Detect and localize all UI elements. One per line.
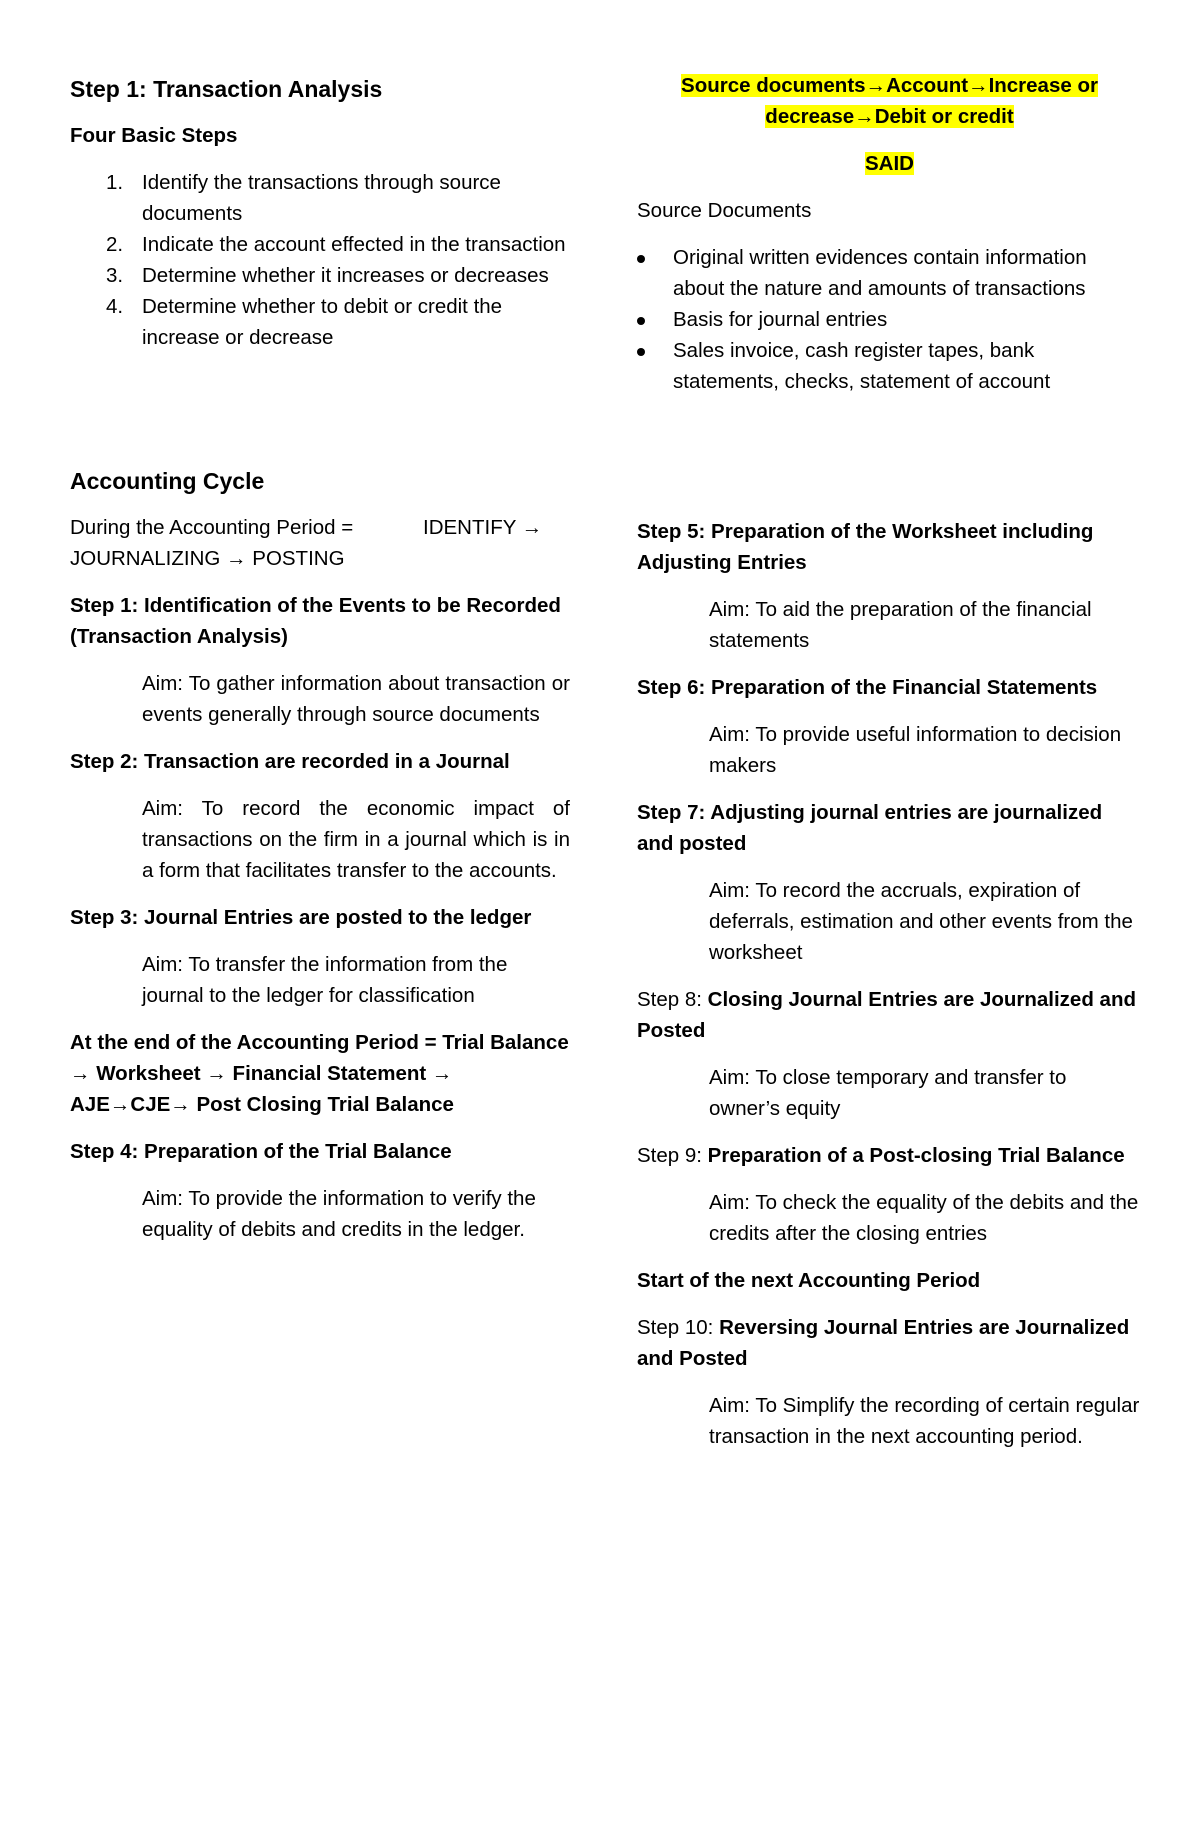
right-arrow-icon: → [968,74,989,97]
next-period-heading: Start of the next Accounting Period [637,1269,981,1292]
end-of-period-flow: At the end of the Accounting Period = Trial Balance → Worksheet → Financial Statement → AJE→CJE→ Post Closing Trial Balance [70,1031,569,1116]
bullet-icon [637,317,645,325]
during-period-line: During the Accounting Period = IDENTIFY → [70,516,543,539]
step4-title: Step 4: Preparation of the Trial Balance [70,1140,452,1163]
list-item: 3. Determine whether it increases or decreases [106,264,549,287]
step2-aim: Aim: To record the economic impact of transactions on the firm in a journal which is in a form that facilitates transfer to the accounts. [142,797,570,882]
list-item: 2. Indicate the account effected in the transaction [106,233,566,256]
step10-aim: Aim: To Simplify the recording of certain regular transaction in the next accounting period. [709,1394,1140,1448]
left-column [70,72,570,353]
step5-title: Step 5: Preparation of the Worksheet including Adjusting Entries [637,520,1094,574]
step3-aim: Aim: To transfer the information from the journal to the ledger for classification [142,953,508,1007]
four-basic-steps-heading: Four Basic Steps [70,124,238,147]
right-arrow-icon: → [854,105,875,128]
step5-aim: Aim: To aid the preparation of the financial statements [709,598,1092,652]
said-flow: Source documents→Account→Increase or decrease→Debit or credit [681,74,1098,128]
step4-aim: Aim: To provide the information to verify the equality of debits and credits in the ledger. [142,1187,536,1241]
right-arrow-icon: → [865,74,887,97]
list-item: Sales invoice, cash register tapes, bank statements, checks, statement of account [637,335,1142,397]
step6-aim: Aim: To provide useful information to decision makers [709,723,1122,777]
step9-title: Step 9: Preparation of a Post-closing Trial Balance [637,1144,1125,1167]
right-column [637,70,1142,397]
transaction-analysis-heading: Step 1: Transaction Analysis [70,76,383,102]
step10-title: Step 10: Reversing Journal Entries are Journalized and Posted [637,1316,1130,1370]
list-item: 1. Identify the transactions through source documents [106,171,501,225]
bullet-icon [637,348,645,356]
right-arrow-icon: → [170,1093,191,1116]
step2-title: Step 2: Transaction are recorded in a Journal [70,750,510,773]
step3-title: Step 3: Journal Entries are posted to the ledger [70,906,532,929]
list-item: Original written evidences contain information about the nature and amounts of transactions [637,242,1142,304]
step8-title: Step 8: Closing Journal Entries are Journalized and Posted [637,988,1136,1042]
said-acronym: SAID [865,152,914,175]
list-item: 4. Determine whether to debit or credit the increase or decrease [106,295,503,349]
right-arrow-icon: → [206,1062,227,1085]
source-documents-list [637,242,1142,397]
source-documents-heading: Source Documents [637,199,812,222]
bullet-icon [637,255,645,263]
four-basic-steps-list [70,167,570,353]
list-item: Basis for journal entries [637,304,1142,335]
right-arrow-icon: → [226,547,247,570]
left-cycle-column: Accounting Cycle During the Accounting Period = IDENTIFY → JOURNALIZING → POSTING Step 1: Identification of the Events to be Recorded (Transaction Analysis) Aim: To gather information about transaction or events generally through source documents Step 2: Transaction are recorded in a Journal Aim: To record the economic impact of transactions on the firm in a journal which is in a form that facilitates transfer to the accounts. Step 3: Journal Entries are posted to the ledger Aim: To transfer the information from the journal to the ledger for classification At the end of the Accounting Period = Trial Balance → Worksheet → Financial Statement → AJE→CJE→ Post Closing Trial Balance Step 4: Preparation of the Trial Balance Aim: To provide the information to verify the equality of debits and credits in the ledger. [70,464,570,1245]
right-arrow-icon: → [521,516,543,539]
right-arrow-icon: → [70,1062,91,1085]
step7-title: Step 7: Adjusting journal entries are journalized and posted [637,801,1103,855]
right-arrow-icon: → [109,1093,131,1116]
step6-title: Step 6: Preparation of the Financial Statements [637,676,1098,699]
right-cycle-column [637,516,1142,1452]
step7-aim: Aim: To record the accruals, expiration of deferrals, estimation and other events from the worksheet [709,879,1133,964]
step8-aim: Aim: To close temporary and transfer to owner’s equity [709,1066,1067,1120]
right-arrow-icon: → [431,1062,453,1085]
step1-aim: Aim: To gather information about transaction or events generally through source documents [142,672,570,726]
step1-title: Step 1: Identification of the Events to be Recorded (Transaction Analysis) [70,594,561,648]
step9-aim: Aim: To check the equality of the debits and the credits after the closing entries [709,1191,1139,1245]
accounting-cycle-heading: Accounting Cycle [70,468,265,494]
